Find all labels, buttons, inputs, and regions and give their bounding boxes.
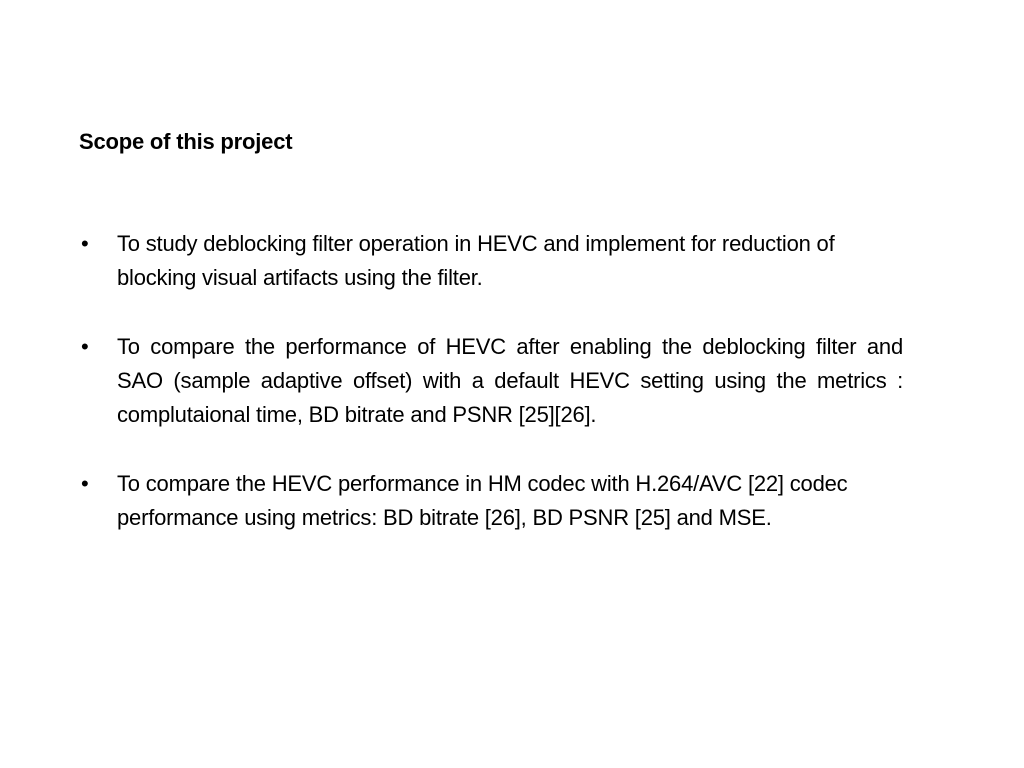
bullet-text: To compare the HEVC performance in HM codec with H.264/AVC [22] codec performance using metrics: BD bitrate [26], BD PSNR [25] and MSE. [117, 471, 848, 530]
bullet-icon: • [81, 334, 89, 359]
bullet-list [79, 227, 903, 535]
bullet-item-2 [79, 330, 903, 432]
bullet-text: To compare the performance of HEVC after enabling the deblocking filter and SAO (sample adaptive offset) with a default HEVC setting using the metrics : complutaional time, BD bitrate and PSNR [25][26]. [117, 334, 903, 427]
bullet-icon: • [81, 471, 89, 496]
bullet-item-1 [79, 227, 857, 295]
bullet-text: To study deblocking filter operation in HEVC and implement for reduction of blocking visual artifacts using the filter. [117, 231, 835, 290]
bullet-item-3 [79, 467, 907, 535]
slide-title: Scope of this project [79, 129, 293, 154]
bullet-icon: • [81, 231, 89, 256]
